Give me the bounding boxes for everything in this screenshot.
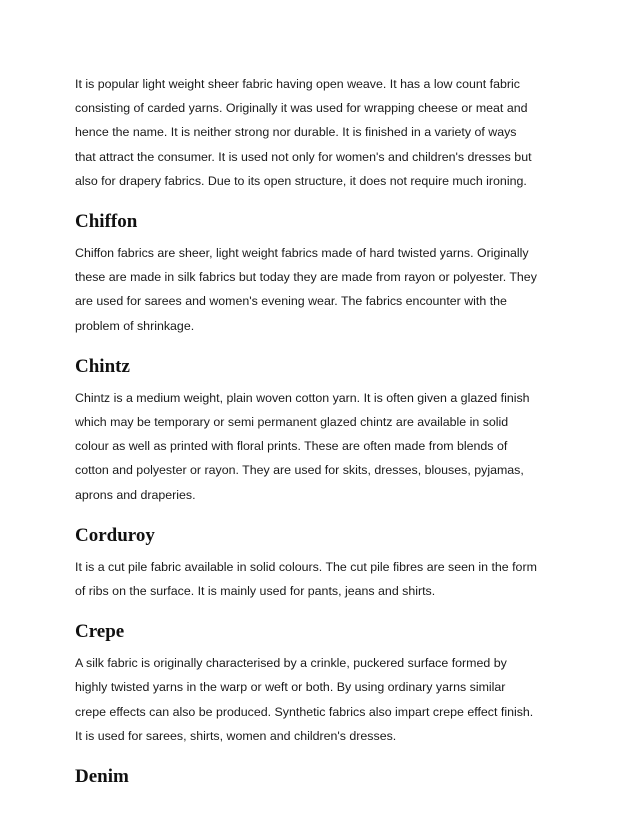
text-line: aprons and draperies. bbox=[75, 487, 196, 502]
text-line: Chiffon fabrics are sheer, light weight fabrics made of hard twisted yarns. Originally bbox=[75, 246, 529, 261]
text-line: It is a cut pile fabric available in solid colours. The cut pile fibres are seen in the form bbox=[75, 559, 537, 574]
text-line: colour as well as printed with floral prints. These are often made from blends of bbox=[75, 439, 508, 454]
text-line: which may be temporary or semi permanent glazed chintz are available in solid bbox=[75, 415, 509, 430]
section-crepe bbox=[75, 620, 575, 748]
text-line: crepe effects can also be produced. Synthetic fabrics also impart crepe effect finish. bbox=[75, 704, 534, 719]
section-chiffon bbox=[75, 210, 575, 338]
section-paragraph bbox=[75, 555, 575, 603]
section-heading: Chiffon bbox=[75, 211, 138, 233]
document-page bbox=[75, 72, 575, 796]
section-heading: Denim bbox=[75, 766, 129, 788]
section-denim bbox=[75, 765, 575, 789]
text-line: highly twisted yarns in the warp or weft or both. By using ordinary yarns similar bbox=[75, 680, 506, 695]
section-chintz bbox=[75, 355, 575, 507]
section-paragraph bbox=[75, 241, 575, 338]
section-paragraph bbox=[75, 386, 575, 507]
section-heading: Chintz bbox=[75, 355, 130, 377]
text-line: of ribs on the surface. It is mainly used for pants, jeans and shirts. bbox=[75, 584, 436, 599]
text-line: cotton and polyester or rayon. They are used for skits, dresses, blouses, pyjamas, bbox=[75, 463, 524, 478]
text-line: hence the name. It is neither strong nor durable. It is finished in a variety of ways bbox=[75, 125, 517, 140]
section-corduroy bbox=[75, 524, 575, 603]
text-line: problem of shrinkage. bbox=[75, 318, 195, 333]
section-paragraph bbox=[75, 651, 575, 748]
text-line: that attract the consumer. It is used not only for women's and children's dresses but bbox=[75, 149, 532, 164]
text-line: are used for sarees and women's evening wear. The fabrics encounter with the bbox=[75, 294, 507, 309]
text-line: Chintz is a medium weight, plain woven cotton yarn. It is often given a glazed finish bbox=[75, 390, 530, 405]
text-line: consisting of carded yarns. Originally it was used for wrapping cheese or meat and bbox=[75, 101, 528, 116]
text-line: It is used for sarees, shirts, women and children's dresses. bbox=[75, 728, 397, 743]
text-line: A silk fabric is originally characterised by a crinkle, puckered surface formed by bbox=[75, 656, 507, 671]
text-line: these are made in silk fabrics but today they are made from rayon or polyester. They bbox=[75, 270, 537, 285]
text-line: also for drapery fabrics. Due to its open structure, it does not require much ironing. bbox=[75, 173, 527, 188]
text-line: It is popular light weight sheer fabric having open weave. It has a low count fabric bbox=[75, 77, 520, 91]
section-heading: Crepe bbox=[75, 621, 125, 643]
intro-paragraph bbox=[75, 72, 575, 193]
section-heading: Corduroy bbox=[75, 524, 155, 546]
